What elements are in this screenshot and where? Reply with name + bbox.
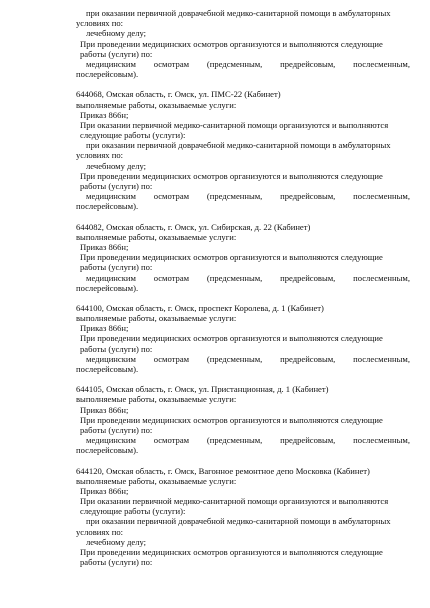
text-line: выполняемые работы, оказываемые услуги: — [76, 475, 237, 486]
text-line: выполняемые работы, оказываемые услуги: — [76, 99, 237, 110]
word: осмотрам — [153, 191, 190, 202]
justified-line — [76, 435, 410, 445]
text-line: условиях по: — [76, 150, 124, 161]
text-line: При оказании первичной медико-санитарной помощи организуются и выполняются — [80, 119, 389, 130]
word: послесменным, — [353, 58, 410, 69]
word: послесменным, — [353, 272, 410, 283]
address-block — [76, 303, 410, 374]
word: осмотрам — [153, 58, 190, 69]
text-line: работы (услуги) по: — [80, 343, 153, 354]
justified-line — [76, 273, 410, 283]
text-line: При проведении медицинских осмотров организуются и выполняются следующие — [80, 38, 383, 49]
address-block — [76, 384, 410, 455]
text-line: При оказании первичной медико-санитарной помощи организуются и выполняются — [80, 496, 389, 507]
text-line: работы (услуги) по: — [80, 181, 153, 191]
word: предрейсовым, — [280, 353, 336, 364]
text-line: работы (услуги) по: — [80, 557, 153, 568]
text-line: Приказ 866н; — [80, 404, 129, 415]
word: медицинским — [86, 191, 136, 202]
text-line: лечебному делу; — [86, 536, 147, 547]
text-line: лечебному делу; — [86, 160, 147, 171]
address-line: 644120, Омская область, г. Омск, Вагонное ремонтное депо Московка (Кабинет) — [76, 465, 370, 476]
text-line: Приказ 866н; — [80, 109, 129, 120]
text-line: выполняемые работы, оказываемые услуги: — [76, 231, 237, 242]
word: (предсменным, — [206, 191, 263, 202]
text-line: Приказ 866н; — [80, 323, 129, 334]
text-line: При проведении медицинских осмотров организуются и выполняются следующие — [80, 170, 383, 181]
text-line: послерейсовым). — [76, 364, 139, 374]
word: осмотрам — [153, 435, 190, 446]
word: послесменным, — [353, 353, 410, 364]
address-line: 644105, Омская область, г. Омск, ул. Пристанционная, д. 1 (Кабинет) — [76, 384, 329, 395]
text-line: выполняемые работы, оказываемые услуги: — [76, 313, 237, 324]
text-line: условиях по: — [76, 18, 124, 29]
justified-line — [76, 191, 410, 201]
text-line: работы (услуги) по: — [80, 48, 153, 59]
word: послесменным, — [353, 435, 410, 446]
text-line: работы (услуги) по: — [80, 262, 153, 273]
document-body — [76, 8, 410, 567]
address-block — [76, 89, 410, 211]
address-block — [76, 466, 410, 568]
word: медицинским — [86, 58, 136, 69]
word: предрейсовым, — [280, 435, 336, 446]
word: медицинским — [86, 435, 136, 446]
text-line: при оказании первичной доврачебной медико-санитарной помощи в амбулаторных — [86, 8, 391, 18]
justified-line — [76, 354, 410, 364]
text-line: При проведении медицинских осмотров организуются и выполняются следующие — [80, 414, 383, 425]
word: (предсменным, — [206, 353, 263, 364]
text-line: При проведении медицинских осмотров организуются и выполняются следующие — [80, 333, 383, 344]
text-line: При проведении медицинских осмотров организуются и выполняются следующие — [80, 252, 383, 263]
text-line: При проведении медицинских осмотров организуются и выполняются следующие — [80, 547, 383, 557]
word: предрейсовым, — [280, 272, 336, 283]
continued-block — [76, 8, 410, 79]
word: предрейсовым, — [280, 58, 336, 69]
text-line: работы (услуги) по: — [80, 424, 153, 435]
text-line: выполняемые работы, оказываемые услуги: — [76, 394, 237, 405]
text-line: Приказ 866н; — [80, 485, 129, 496]
address-line: 644100, Омская область, г. Омск, проспект Королева, д. 1 (Кабинет) — [76, 302, 324, 313]
text-line: послерейсовым). — [76, 445, 139, 456]
text-line: Приказ 866н; — [80, 241, 129, 252]
word: послесменным, — [353, 191, 410, 202]
text-line: при оказании первичной доврачебной медико-санитарной помощи в амбулаторных — [86, 140, 391, 151]
text-line: послерейсовым). — [76, 201, 139, 212]
text-line: при оказании первичной доврачебной медико-санитарной помощи в амбулаторных — [86, 516, 391, 527]
word: осмотрам — [153, 353, 190, 364]
text-line: послерейсовым). — [76, 282, 139, 293]
word: (предсменным, — [206, 58, 263, 69]
word: (предсменным, — [206, 272, 263, 283]
address-line: 644068, Омская область, г. Омск, ул. ПМС-22 (Кабинет) — [76, 89, 281, 100]
word: медицинским — [86, 272, 136, 283]
justified-line — [76, 59, 410, 69]
word: предрейсовым, — [280, 191, 336, 202]
text-line: послерейсовым). — [76, 69, 139, 80]
text-line: условиях по: — [76, 526, 124, 537]
text-line: лечебному делу; — [86, 28, 147, 39]
text-line: следующие работы (услуги): — [80, 130, 186, 141]
word: осмотрам — [153, 272, 190, 283]
address-line: 644082, Омская область, г. Омск, ул. Сибирская, д. 22 (Кабинет) — [76, 221, 311, 232]
address-block — [76, 222, 410, 293]
word: (предсменным, — [206, 435, 263, 446]
word: медицинским — [86, 353, 136, 364]
text-line: следующие работы (услуги): — [80, 506, 186, 517]
